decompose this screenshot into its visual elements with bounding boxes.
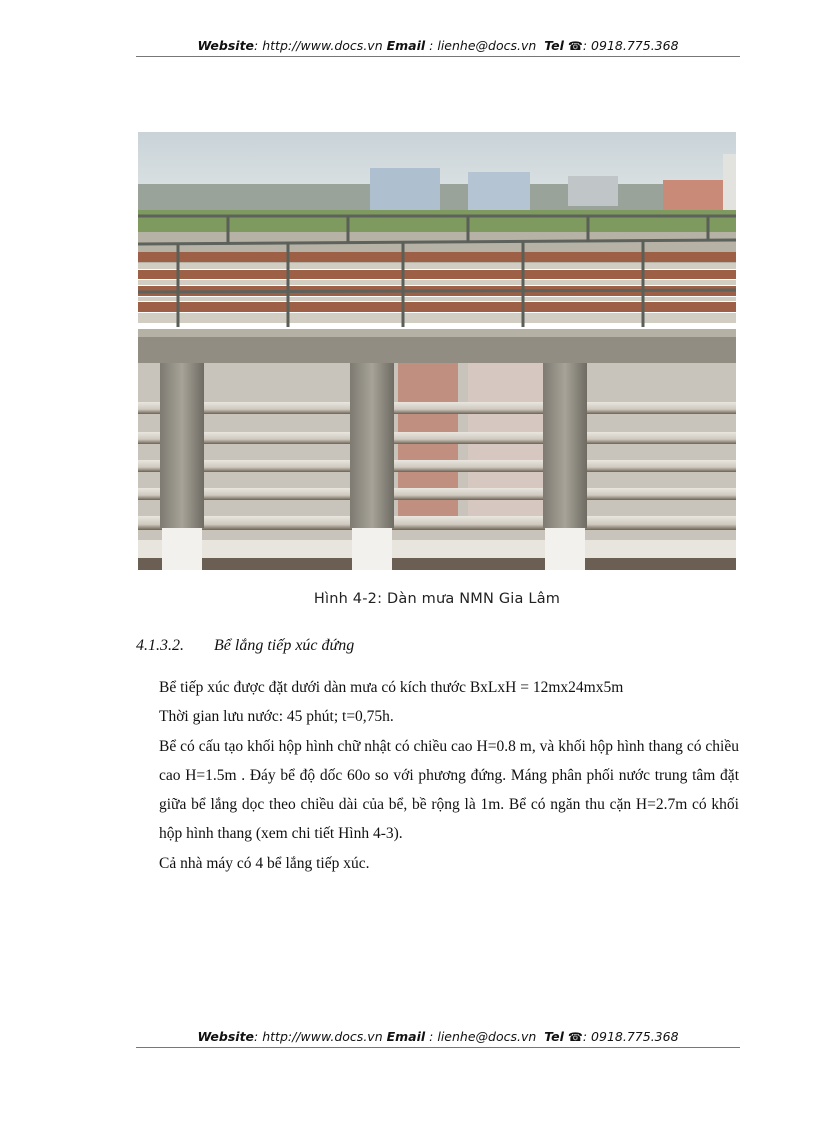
header-website-value[interactable]: : http://www.docs.vn <box>254 38 383 53</box>
paragraph: Thời gian lưu nước: 45 phút; t=0,75h. <box>159 708 394 726</box>
header-email-label: Email <box>386 38 426 53</box>
footer-tel-value: : 0918.775.368 <box>582 1029 679 1044</box>
paragraph: Bể có cấu tạo khối hộp hình chữ nhật có chiều cao H=0.8 m, và khối hộp hình thang có chiều cao H=1.5m . Đáy bể độ dốc 60o so với phương đứng. Máng phân phối nước trung tâm đặt giữa bể lắng dọc theo chiều dài của bể, bề rộng là 1m. Bể có ngăn thu cặn H=2.7m có khối hộp hình thang (xem chi tiết Hình 4-3). <box>159 737 739 843</box>
phone-icon: ☎ <box>567 1030 583 1044</box>
footer-website-value[interactable]: : http://www.docs.vn <box>254 1029 383 1044</box>
paragraph: Cả nhà máy có 4 bể lắng tiếp xúc. <box>159 854 370 872</box>
page-header <box>136 38 740 57</box>
footer-website-label: Website <box>197 1029 255 1044</box>
header-tel-value: : 0918.775.368 <box>582 38 679 53</box>
header-website-label: Website <box>197 38 255 53</box>
header-email-value[interactable]: : lienhe@docs.vn <box>429 38 537 53</box>
paragraph: Bể tiếp xúc được đặt dưới dàn mưa có kích thước BxLxH = 12mx24mx5m <box>159 679 624 696</box>
figure-caption: Hình 4-2: Dàn mưa NMN Gia Lâm <box>313 591 561 607</box>
section-number: 4.1.3.2. <box>136 637 184 654</box>
body-text <box>159 673 739 878</box>
figure-photo <box>138 132 736 570</box>
phone-icon: ☎ <box>567 39 583 53</box>
section-heading <box>136 637 354 655</box>
header-tel-label: Tel <box>544 38 564 53</box>
footer-tel-label: Tel <box>544 1029 564 1044</box>
footer-email-value[interactable]: : lienhe@docs.vn <box>429 1029 537 1044</box>
aeration-tower-photo <box>138 132 736 570</box>
footer-email-label: Email <box>386 1029 426 1044</box>
section-title: Bể lắng tiếp xúc đứng <box>214 637 355 654</box>
page-footer <box>136 1029 740 1048</box>
